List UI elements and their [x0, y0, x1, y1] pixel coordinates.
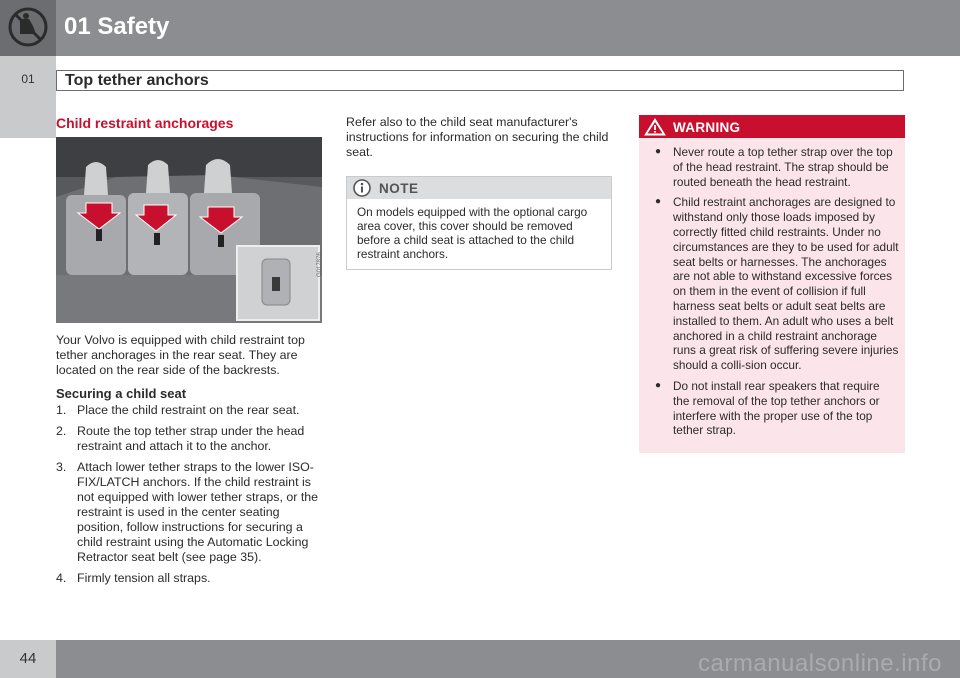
page-number: 44 — [19, 650, 37, 667]
info-icon — [351, 179, 373, 197]
watermark: carmanualsonline.info — [698, 650, 942, 677]
section-title: Top tether anchors — [65, 72, 209, 89]
securing-heading: Securing a child seat — [56, 386, 187, 401]
warning-triangle-icon — [644, 118, 666, 136]
list-item: 4. Firmly tension all straps. — [56, 571, 211, 585]
child-restraint-heading: Child restraint anchorages — [56, 115, 234, 131]
intro-paragraph: Your Volvo is equipped with child restraint top tether anchorages in the rear seat. They are located on the rear side of the backrests. — [56, 333, 305, 377]
list-item: ● Never route a top tether strap over the top of the head restraint. The strap should be routed beneath the head restraint. — [655, 145, 893, 189]
note-box — [346, 176, 612, 270]
warning-header — [639, 115, 905, 138]
list-item: 3. Attach lower tether straps to the lower ISO-FIX/LATCH anchors. If the child restraint is not equipped with lower tether straps, or the restraint is used in the center seating position, follow instructions for securing a child restraint using the Automatic Locking Retractor seat belt (see page 35). — [56, 460, 319, 564]
warning-box — [639, 115, 905, 453]
figure-id: G017876 — [317, 252, 323, 277]
chapter-logo — [0, 0, 56, 56]
list-item: ● Do not install rear speakers that require the removal of the top tether anchors or interfere with the proper use of the top tether strap. — [655, 378, 880, 438]
list-item: 1. Place the child restraint on the rear seat. — [56, 403, 300, 417]
warning-list — [645, 145, 899, 438]
note-label: NOTE — [379, 181, 419, 196]
list-item: 2. Route the top tether strap under the head restraint and attach it to the anchor. — [56, 424, 305, 453]
warning-label: WARNING — [673, 120, 741, 135]
rear-seat-anchor-photo — [56, 137, 322, 323]
bullet-icon: ● — [655, 196, 662, 208]
securing-steps-list — [56, 403, 322, 586]
section-title-bar — [56, 70, 904, 91]
list-item: ● Child restraint anchorages are designed to withstand only those loads imposed by correctly fitted child restraints. Under no circumstances are they to be used for adult seat belts or harnesses. The anchorages are not able to withstand excessive forces on them in the event of collision if full harness seat belts or adult seat belts are installed to them. An adult who uses a belt anchored in a child restraint anchorage runs a great risk of suffering severe injuries should a colli-sion occur. — [655, 195, 899, 373]
side-tab-strip — [0, 56, 56, 138]
chapter-title: 01 Safety — [64, 13, 170, 40]
side-tab-label: 01 — [21, 72, 35, 86]
column-middle — [346, 115, 612, 270]
note-header — [347, 177, 611, 199]
refer-paragraph: Refer also to the child seat manufacturer's instructions for information on securing the child seat. — [346, 115, 609, 159]
warning-body — [639, 138, 905, 453]
column-left — [56, 112, 322, 592]
no-child-seat-airbag-icon — [7, 6, 49, 48]
bullet-icon: ● — [655, 379, 662, 391]
bullet-icon: ● — [655, 146, 662, 157]
note-text: On models equipped with the optional cargo area cover, this cover should be removed before a child seat is attached to the child restraint anchors. — [357, 205, 588, 261]
